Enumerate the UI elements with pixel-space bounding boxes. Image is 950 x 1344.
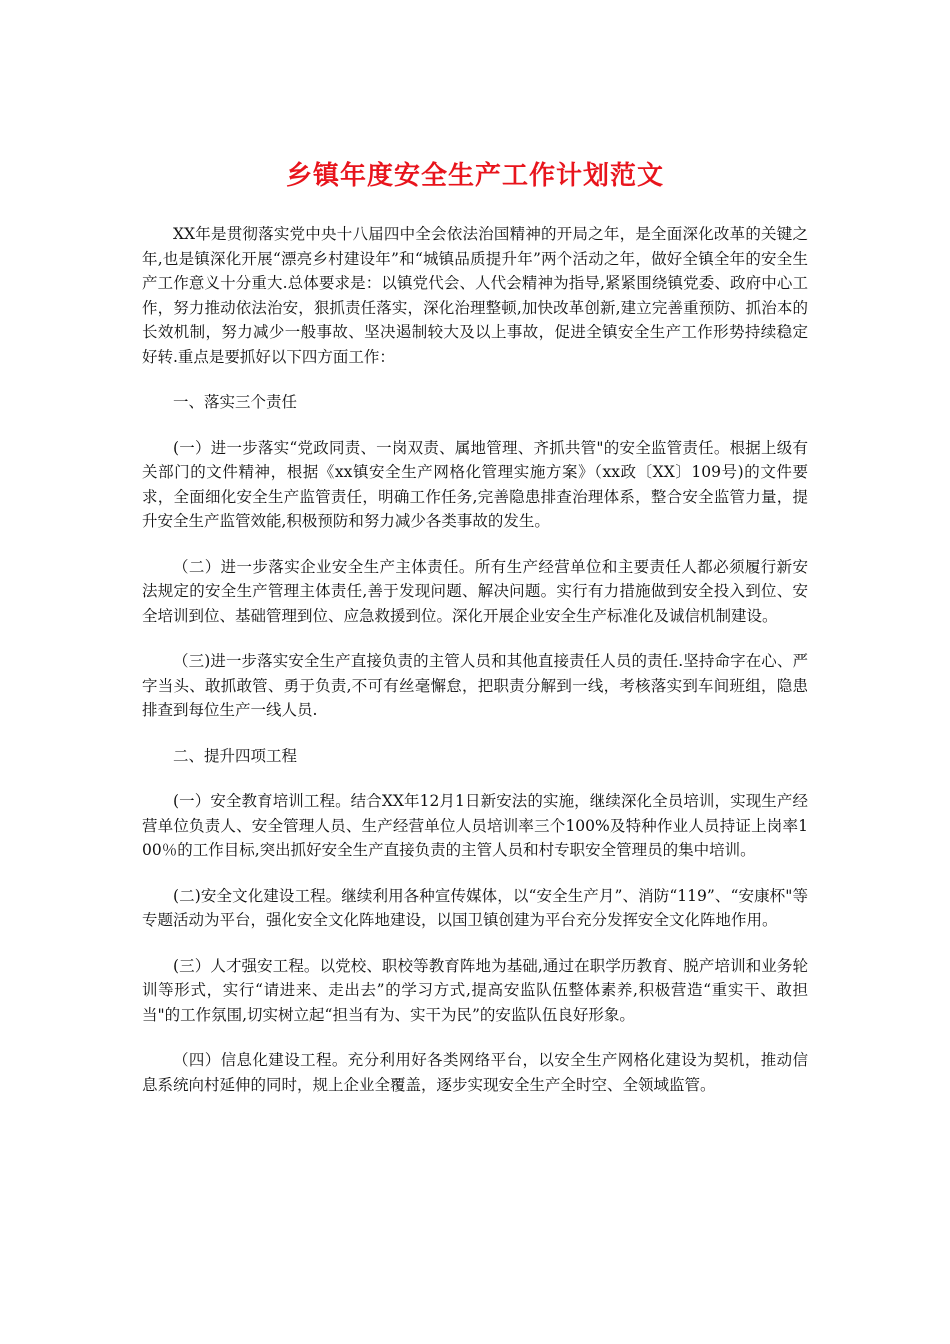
paragraph-project-3: (三）人才强安工程。以党校、职校等教育阵地为基础,通过在职学历教育、脱产培训和业务轮训等形式，实行“请进来、走出去”的学习方式,提高安监队伍整体素养,积极营造“重实干、敢担当"的工作氛围,切实树立起“担当有为、实干为民”的安监队伍良好形象。 — [142, 956, 808, 1024]
document-page — [142, 150, 808, 1118]
paragraph-project-1: (一）安全教育培训工程。结合XX年12月1日新安法的实施，继续深化全员培训，实现生产经营单位负责人、安全管理人员、生产经营单位人员培训率三个100%及特种作业人员持证上岗率100％的工作目标,突出抓好安全生产直接负责的主管人员和村专职安全管理员的集中培训。 — [142, 792, 808, 859]
section-heading-responsibilities: 一、落实三个责任 — [173, 393, 298, 411]
paragraph-responsibility-2: （二）进一步落实企业安全生产主体责任。所有生产经营单位和主要责任人都必须履行新安法规定的安全生产管理主体责任,善于发现问题、解决问题。实行有力措施做到安全投入到位、安全培训到位、基础管理到位、应急救援到位。深化开展企业安全生产标准化及诚信机制建设。 — [142, 557, 808, 625]
paragraph-project-4: （四）信息化建设工程。充分利用好各类网络平台，以安全生产网格化建设为契机，推动信息系统向村延伸的同时，规上企业全覆盖，逐步实现安全生产全时空、全领域监管。 — [142, 1051, 808, 1094]
document-body — [142, 222, 808, 1097]
intro-paragraph: XX年是贯彻落实党中央十八届四中全会依法治国精神的开局之年，是全面深化改革的关键之年,也是镇深化开展“漂亮乡村建设年”和“城镇品质提升年”两个活动之年，做好全镇全年的安全生产工作意义十分重大.总体要求是：以镇党代会、人代会精神为指导,紧紧围绕镇党委、政府中心工作，努力推动依法治安，狠抓责任落实，深化治理整顿,加快改革创新,建立完善重预防、抓治本的长效机制，努力减少一般事故、坚决遏制较大及以上事故，促进全镇安全生产工作形势持续稳定好转.重点是要抓好以下四方面工作： — [142, 225, 808, 366]
document-title: 乡镇年度安全生产工作计划范文 — [285, 161, 664, 191]
paragraph-responsibility-3: （三)进一步落实安全生产直接负责的主管人员和其他直接责任人员的责任.坚持命字在心、严字当头、敢抓敢管、勇于负责,不可有丝毫懈怠，把职责分解到一线，考核落实到车间班组，隐患排查到每位生产一线人员. — [142, 652, 808, 719]
paragraph-responsibility-1: (一）进一步落实“党政同责、一岗双责、属地管理、齐抓共管"的安全监管责任。根据上级有关部门的文件精神，根据《xx镇安全生产网格化管理实施方案》（xx政〔XX〕109号)的文件要求，全面细化安全生产监管责任，明确工作任务,完善隐患排查治理体系，整合安全监管力量，提升安全生产监管效能,积极预防和努力减少各类事故的发生。 — [142, 438, 808, 530]
paragraph-project-2: (二)安全文化建设工程。继续利用各种宣传媒体，以“安全生产月”、消防“119”、“安康杯"等专题活动为平台，强化安全文化阵地建设，以国卫镇创建为平台充分发挥安全文化阵地作用。 — [142, 886, 808, 929]
section-heading-projects: 二、提升四项工程 — [173, 746, 298, 765]
